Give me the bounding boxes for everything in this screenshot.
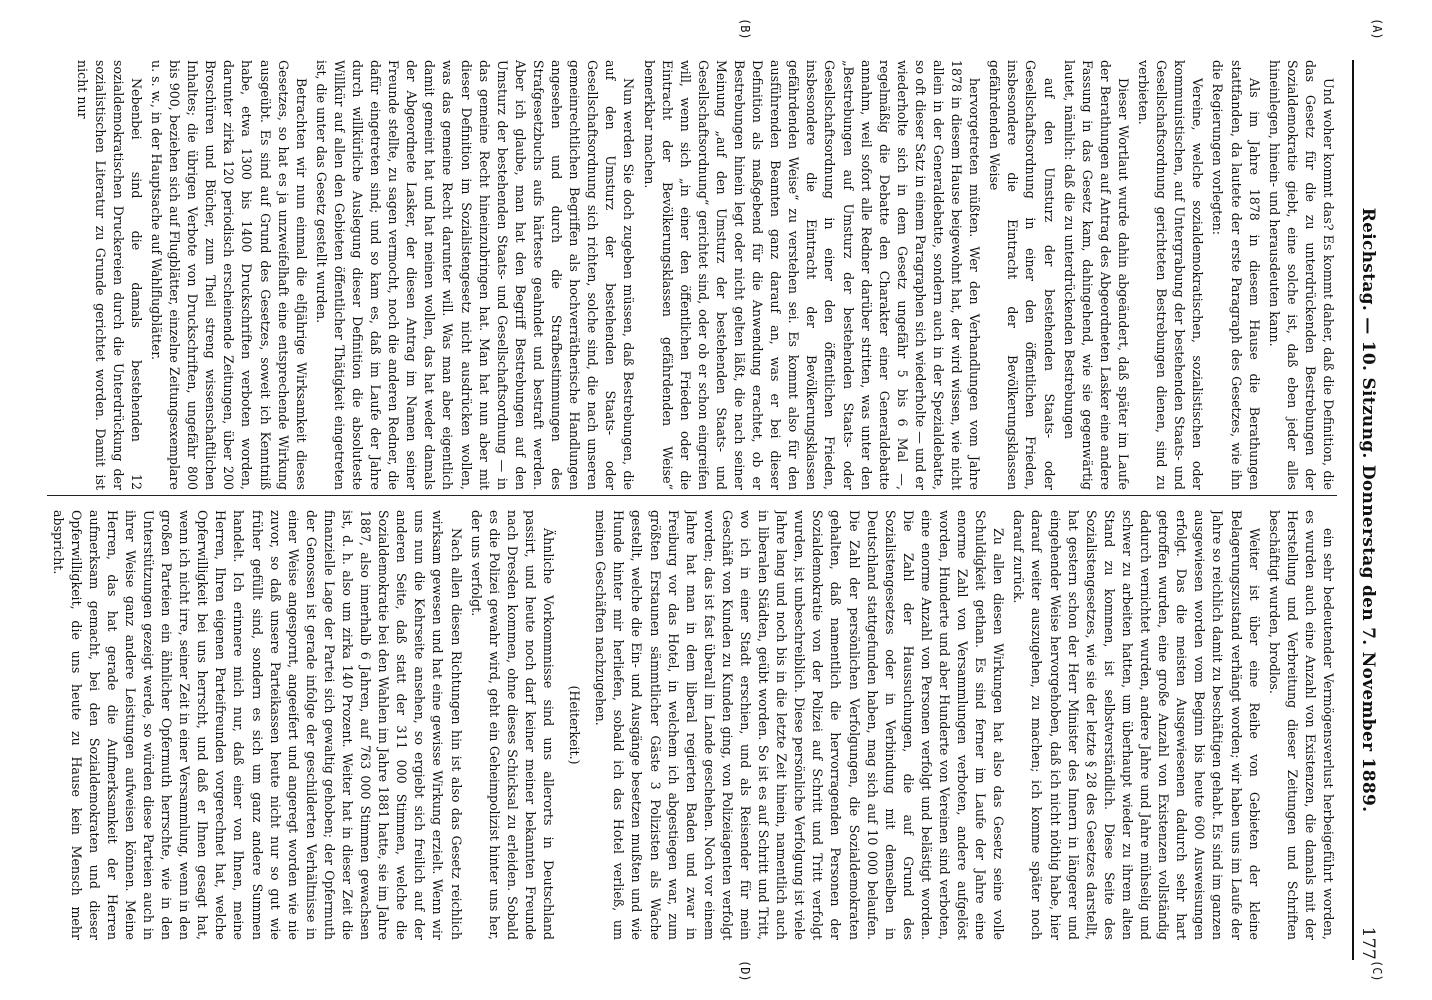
paragraph: Betrachten wir nun einmal die elfjährige Wirksamkeit dieses Gesetzes, so hat es ja unzweifelhaft eine entsprechende Wirkung ausgeübt. Es sind auf Grund des Gesetzes, soweit ich Kenntniß habe, etwa 1300 bis 1400 Druckschriften verboten worden, darunter zirka 120 periodisch erscheinende Zeitungen, über 200 Broschüren und Bücher, zum Theil streng wissenschaftlichen Inhaltes; die übrigen Verbote von Druckschriften, ungefähr 800 bis 900, beziehen sich auf Flugblätter, einzelne Zeitungsexemplare u. s. w., in der Hauptsache auf Wahlflugblätter. (149, 60, 309, 490)
page-number: 177 (1358, 926, 1378, 960)
paragraph: hervorgetreten müßten. Wer den Verhandlungen vom Jahre 1878 in diesem Hause beigewohnt hat, der wird wissen, wie nicht allein in der Generaldebatte, sondern auch in der Spezialdebatte, so oft dieser Satz in einem Paragraphen sich wiederholte — und er wiederholte sich in dem Gesetz ungefähr 5 bis 6 Mal —, regelmäßig die Debatte den Charakter einer Generaldebatte annahm, weil sofort alle Redner darüber stritten, was unter den „Bestrebungen auf Umsturz der bestehenden Staats- oder Gesellschaftsordnung in einer den öffentlichen Frieden, insbesondere die Eintracht der Bevölkerungsklassen gefährdenden Weise“ zu verstehen sei. Es kommt also für den ausführenden Beamten ganz darauf an, was er bei dieser Definition als maßgebend für die Anwendung erachtet, ob er Bestrebungen hinein legt oder nicht gelten läßt, die nach seiner Meinung „auf den Umsturz der bestehenden Staats- und Gesellschaftsordnung“ gerichtet sind, oder ob er schon eingreifen will, wenn sich „in einer den öffentlichen Frieden oder die Eintracht der Bevölkerungsklassen gefährdenden Weise“ bemerkbar machen. (641, 60, 983, 490)
page-title: Reichstag. — 10. Sitzung. Donnerstag den 7. November 1889. (1358, 207, 1378, 813)
margin-mark-a: (A) (1370, 18, 1384, 40)
paragraph: Nebenbei sind die damals bestehenden 12 sozialdemokratischen Druckereien durch die Unterdrückung der sozialistischen Literatur zu Grunde gerichtet worden. Damit ist nicht nur (74, 60, 144, 490)
page-header (1352, 60, 1392, 960)
paragraph: Als im Jahre 1878 in diesem Hause die Berathungen stattfanden, da lautete der erste Paragraph des Gesetzes, wie ihn die Regierungen vorlegten: (1210, 60, 1262, 490)
margin-mark-c: (C) (1370, 960, 1384, 982)
column-divider (47, 495, 1337, 496)
right-column (47, 510, 1337, 940)
paragraph: Dieser Wortlaut wurde dahin abgeändert, daß später im Laufe der Berathungen auf Antrag des Abgeordneten Lasker eine andere Fassung in das Gesetz kam, dahingehend, wie sie gegenwärtig lautet, nämlich: daß die zu unterdrückenden Bestrebungen (1061, 60, 1131, 490)
interjection: (Heiterkeit.) (567, 685, 583, 765)
paragraph: Vereine, welche sozialdemokratischen, sozialistischen oder kommunistischen, auf Untergrabung der bestehenden Staats- und Gesellschaftsordnung gerichteten Bestrebungen dienen, sind zu verbieten. (1136, 60, 1206, 490)
paragraph: Nach allen diesen Richtungen hin ist also das Gesetz reichlich wirksam gewesen und hat eine gewisse Wirkung erzielt. Wenn wir uns nun die Kehrseite ansehen, so ergiebt sich freilich auf der anderen Seite, daß statt der 311 000 Stimmen, welche die Sozialdemokratie bei den Wahlen im Jahre 1881 hatte, sie im Jahre 1887, also innerhalb 6 Jahren, auf 763 000 Stimmen gewachsen ist, d. h. also um zirka 140 Prozent. Weiter hat in dieser Zeit die finanzielle Lage der Partei sich gewaltig gehoben; der Opfermuth der Genossen ist gerade infolge der geschilderten Verhältnisse in einer Weise angespornt, angeeifert und angeregt worden wie nie zuvor, so daß unsere Parteikassen heute nicht nur so gut wie früher gefüllt sind, sondern es sich um ganz andere Summen handelt. Ich erinnere mich nur, daß einer von Ihnen, meine Herren, Ihren eigenen Parteifreunden vorgerechnet hat, welche Opferwilligkeit bei uns herrscht, und daß er Ihnen gesagt hat, wenn ich nicht irre, seiner Zeit in einer Versammlung, wenn in den großen Parteien ein ähnlicher Opfermuth herrschte, wie in den Unterstützungen gezeigt werde, so würden diese Parteien auch in ihrer Weise ganz andere Leistungen aufweisen können. Meine Herren, das hat gerade die Aufmerksamkeit der Herren aufmerksam gemacht, bei den Sozialdemokraten und dieser Opferwilligkeit, die uns heute zu Hause kein Mensch mehr abspricht. (50, 510, 464, 940)
left-column (47, 60, 1337, 490)
paragraph: ein sehr bedeutender Vermögensverlust herbeigeführt worden, es wurden auch eine Anzahl von Existenzen, die damals mit der Herstellung und Verbreitung dieser Zeitungen und Schriften beschäftigt wurden, brodlos. (1266, 510, 1336, 940)
paragraph: Weiter ist über eine Reihe von Gebieten der kleine Belagerungszustand verhängt worden; wir haben uns im Laufe der Jahre so reichlich damit zu beschäftigen gehabt. Es sind im ganzen ausgewiesen worden vom Beginn bis heute 600 Ausweisungen erfolgt. Das die meisten Ausgewiesenen dadurch sehr hart getroffen wurden, eine große Anzahl von Existenzen vollständig dadurch vernichtet wurden, andere Jahre und Jahre mühselig und schwer zu arbeiten hatten, um überhaupt wieder zu ihrem alten Stand zu kommen, ist selbstverständlich. Diese Seite des Sozialistengesetzes, wie sie der letzte § 28 des Gesetzes darstellt, hat gestern schon der Herr Minister des Innern in längerer und eingehender Weise hervorgehoben, daß ich nicht nöthig habe, hier darauf weiter auszugehen, zu machen; ich komme später noch darauf zurück. (1011, 510, 1262, 940)
paragraph: Und woher kommt das? Es kommt daher, daß die Definition, die das Gesetz für die zu unterdrückenden Bestrebungen der Sozialdemokratie giebt, eine solche ist, daß eben jeder alles hineinlegen, hinein- und herausdeuten kann. (1266, 60, 1336, 490)
margin-mark-d: (D) (738, 960, 752, 982)
paragraph: auf den Umsturz der bestehenden Staats- oder Gesellschaftsordnung in einer den öffentlichen Frieden, insbesondere die Eintracht der Bevölkerungsklassen gefährdenden Weise (987, 60, 1057, 490)
paragraph: Zu allen diesen Wirkungen hat also das Gesetz seine volle Schuldigkeit gethan. Es sind ferner im Laufe der Jahre eine enorme Zahl von Versammlungen verboten, andere aufgelöst worden, Hunderte und aber Hunderte von Vereinen sind verboten, eine enorme Anzahl von Personen verfolgt und belästigt worden. Die Zahl der Haussuchungen, die auf Grund des Sozialistengesetzes oder in Verbindung mit demselben in Deutschland stattgefunden haben, mag sich auf 10 000 belaufen. Die Zahl der persönlichen Verfolgungen, die Sozialdemokraten gehalten, daß namentlich die hervorragenden Personen der Sozialdemokratie von der Polizei auf Schritt und Tritt verfolgt wurden, ist unbeschreiblich. Diese persönliche Verfolgung ist viele Jahre lang und noch bis in die letzte Zeit hinein, namentlich auch in liberalen Städten, geübt worden. So ist es auf Schritt und Tritt, wo ich in einer Stadt erschien, und als Reisender für mein Geschäft von Kunden zu Kunden ging, von Polizeiagenten verfolgt worden; das ist fast überall im Lande geschehen. Noch vor einem Jahre hat man in dem liberal regierten Baden und zwar in Freiburg vor das Hotel, in welchem ich abgestiegen war, zum größten Erstaunen sämmtlicher Gäste 3 Polizisten als Wache gestellt, welche die Ein- und Ausgänge besetzen mußten und wie Hunde hinter mir herliefen, sobald ich das Hotel verließ, um meinen Geschäften nachzugehen. (593, 510, 1007, 940)
paragraph: Nun werden Sie doch zugeben müssen, daß Bestrebungen, die auf den Umsturz der bestehenden Staats- oder Gesellschaftsordnung sich richten, solche sind, die nach unseren gemeinrechtlichen Begriffen als hochverrätherische Handlungen angesehen und durch die Strafbestimmungen des Strafgesetzbuchs aufs härteste geahndet und bestraft werden. Aber ich glaube, man hat den Begriff Bestrebungen auf den Umsturz der bestehenden Staats- und Gesellschaftsordnung — in das gemeine Recht hineinzubringen hat. Man hat nun aber mit dieser Definition im Sozialistengesetz nicht ausdrücken wollen, was das gemeine Recht darunter will. Was man aber eigentlich damit gemeint hat und hat meinen wollen, das hat weder damals der Abgeordnete Lasker, der diesen Antrag im Namen seiner Freunde stellte, zu sagen vermocht, noch die anderen Redner, die dafür eingetreten sind; und so kam es, daß im Laufe der Jahre durch willkürliche Auslegung dieser Definition die absoluteste Willkür auf allen den Gebieten öffentlicher Thätigkeit eingetreten ist, die unter das Gesetz gestellt wurden. (313, 60, 637, 490)
margin-mark-b: (B) (738, 18, 752, 40)
paragraph: Ähnliche Vorkommnisse sind uns allerorts in Deutschland passirt, und heute noch darf keiner meiner bekannten Freunde nach Dresden kommen, ohne dieses Schicksal zu erleiden. Sobald es die Polizei gewahr wird, geht ein Geheimpolizist hinter uns her, der uns verfolgt. (468, 510, 557, 940)
